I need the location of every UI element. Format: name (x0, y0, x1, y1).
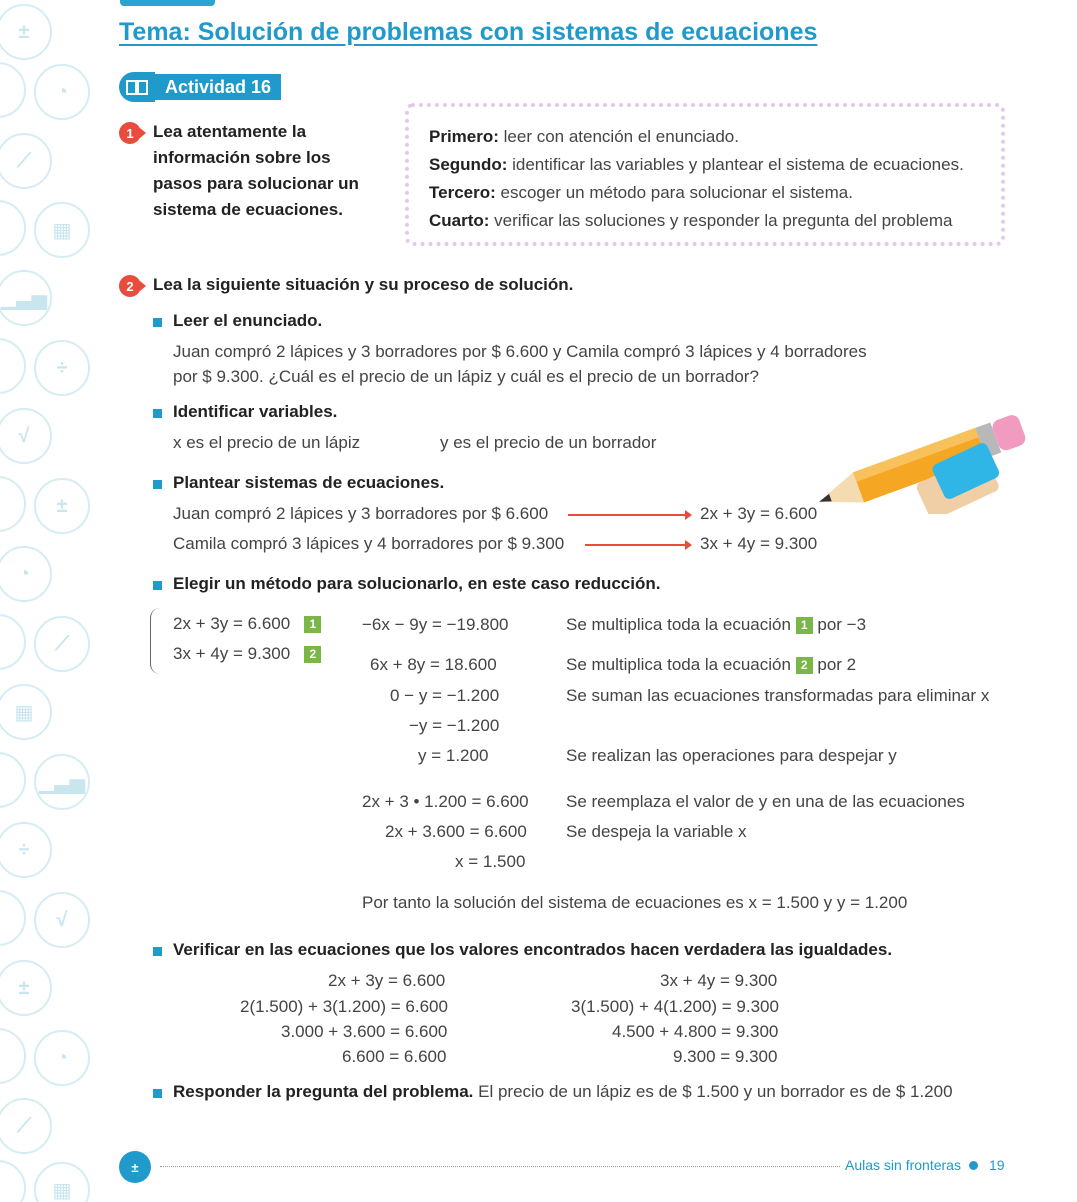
fraction-icon: ÷ (0, 822, 52, 878)
step-label: Tercero: (429, 183, 496, 202)
math-operators-icon: ± (34, 478, 90, 534)
verify-right-line: 3(1.500) + 4(1.200) = 9.300 (571, 997, 779, 1016)
step-text: verificar las soluciones y responder la pregunta del problema (489, 211, 953, 230)
system-equation-2: 3x + 4y = 9.300 2 (173, 644, 321, 664)
step-row (429, 207, 981, 235)
activity-label: Actividad 16 (155, 74, 281, 100)
step-row (429, 151, 981, 179)
section1-instruction-line: información sobre los (153, 148, 331, 167)
solution-conclusion: Por tanto la solución del sistema de ecuaciones es x = 1.500 y y = 1.200 (362, 893, 908, 912)
pie-chart-icon: ◔ (34, 1030, 90, 1086)
verify-right-line: 4.500 + 4.800 = 9.300 (612, 1022, 779, 1041)
section1-instruction-line: sistema de ecuaciones. (153, 200, 343, 219)
top-accent-bar (120, 0, 215, 6)
system-equation-1: 2x + 3y = 6.600 1 (173, 614, 321, 634)
step-label: Primero: (429, 127, 499, 146)
verify-left-line: 3.000 + 3.600 = 6.600 (281, 1022, 448, 1041)
work-equation: 0 − y = −1.200 (390, 686, 500, 705)
system-row-text: Juan compró 2 lápices y 3 borradores por $ 6.600 (173, 504, 549, 523)
work-equation: 6x + 8y = 18.600 (370, 655, 497, 674)
work-equation: −y = −1.200 (409, 716, 500, 735)
system-brace (150, 608, 164, 674)
bullet (153, 409, 162, 418)
read-heading: Leer el enunciado. (173, 311, 323, 330)
verify-left-line: 2x + 3y = 6.600 (328, 971, 446, 990)
math-operators-icon: ± (0, 960, 52, 1016)
work-note: Se realizan las operaciones para despejar y (566, 746, 897, 765)
work-note: Se multiplica toda la ecuación 1 por −3 (566, 615, 867, 634)
circle-outline-icon (0, 476, 26, 532)
section2-instruction: Lea la siguiente situación y su proceso de solución. (153, 275, 574, 294)
problem-text-line: Juan compró 2 lápices y 3 borradores por $ 6.600 y Camila compró 3 lápices y 4 borradores (173, 342, 867, 361)
variable-x-text: x es el precio de un lápiz (173, 433, 361, 452)
pencil-eraser-illustration (798, 368, 1028, 514)
work-equation: −6x − 9y = −19.800 (362, 615, 509, 634)
identify-heading: Identificar variables. (173, 402, 338, 421)
arrow-right-icon (568, 514, 686, 516)
bullet (153, 1089, 162, 1098)
line-chart-icon: ⟋ (34, 616, 90, 672)
system-heading: Plantear sistemas de ecuaciones. (173, 473, 445, 492)
bullet (153, 318, 162, 327)
step-text: escoger un método para solucionar el sistema. (495, 183, 853, 202)
step-label: Cuarto: (429, 211, 490, 230)
variable-y-text: y es el precio de un borrador (440, 433, 657, 452)
answer-line (173, 1082, 953, 1102)
work-note: Se suman las ecuaciones transformadas para eliminar x (566, 686, 990, 705)
step-number-badge: 1 (119, 122, 141, 144)
footer-dot (969, 1161, 978, 1170)
steps-box (405, 103, 1005, 246)
footer-brand: Aulas sin fronteras (845, 1157, 961, 1173)
footer-dotted-line (160, 1166, 840, 1167)
circle-outline-icon (0, 338, 26, 394)
verify-left-line: 2(1.500) + 3(1.200) = 6.600 (240, 997, 448, 1016)
line-chart-icon: ⟋ (0, 1098, 52, 1154)
step-text: identificar las variables y plantear el sistema de ecuaciones. (507, 155, 964, 174)
work-equation: x = 1.500 (455, 852, 526, 871)
work-equation: 2x + 3 • 1.200 = 6.600 (362, 792, 529, 811)
step-label: Segundo: (429, 155, 508, 174)
section1-instruction-line: pasos para solucionar un (153, 174, 359, 193)
verify-left-line: 6.600 = 6.600 (342, 1047, 447, 1066)
circle-outline-icon (0, 614, 26, 670)
bullet (153, 581, 162, 590)
circle-outline-icon (0, 890, 26, 946)
square-root-icon: √ (0, 408, 52, 464)
equation-tag: 1 (796, 617, 813, 634)
pie-chart-icon: ◔ (0, 546, 52, 602)
answer-heading: Responder la pregunta del problema. (173, 1082, 474, 1101)
circle-outline-icon (0, 200, 26, 256)
system-row-equation: 2x + 3y = 6.600 (700, 504, 818, 523)
circle-outline-icon (0, 62, 26, 118)
calculator-icon: ▦ (0, 684, 52, 740)
bullet (153, 480, 162, 489)
calculator-icon: ▦ (34, 1162, 90, 1202)
section1-instruction-line: Lea atentamente la (153, 122, 307, 141)
verify-heading: Verificar en las ecuaciones que los valores encontrados hacen verdadera las igualdades. (173, 940, 893, 959)
equation-tag: 1 (304, 616, 321, 633)
circle-outline-icon (0, 1160, 26, 1202)
bar-chart-icon: ▁▃▅ (34, 754, 90, 810)
verify-right-line: 3x + 4y = 9.300 (660, 971, 778, 990)
system-row-text: Camila compró 3 lápices y 4 borradores por $ 9.300 (173, 534, 565, 553)
pie-chart-icon: ◔ (34, 64, 90, 120)
equation-tag: 2 (304, 646, 321, 663)
system-row-equation: 3x + 4y = 9.300 (700, 534, 818, 553)
circle-outline-icon (0, 1028, 26, 1084)
book-icon (119, 72, 155, 102)
step-number-badge: 2 (119, 275, 141, 297)
line-chart-icon: ⟋ (0, 133, 52, 189)
math-operators-icon: ± (119, 1151, 151, 1183)
page-title: Tema: Solución de problemas con sistemas de ecuaciones (119, 18, 818, 46)
work-note: Se reemplaza el valor de y en una de las ecuaciones (566, 792, 965, 811)
math-operators-icon: ± (0, 4, 52, 60)
calculator-icon: ▦ (34, 202, 90, 258)
page-number: 19 (989, 1157, 1005, 1173)
circle-outline-icon (0, 752, 26, 808)
bullet (153, 947, 162, 956)
square-root-icon: √ (34, 892, 90, 948)
arrow-right-icon (585, 544, 686, 546)
margin-decoration (0, 0, 100, 1202)
answer-text: El precio de un lápiz es de $ 1.500 y un borrador es de $ 1.200 (473, 1082, 953, 1101)
verify-right-line: 9.300 = 9.300 (673, 1047, 778, 1066)
work-note: Se multiplica toda la ecuación 2 por 2 (566, 655, 857, 674)
equation-tag: 2 (796, 657, 813, 674)
work-note: Se despeja la variable x (566, 822, 747, 841)
step-row (429, 179, 981, 207)
work-equation: y = 1.200 (418, 746, 489, 765)
problem-text-line: por $ 9.300. ¿Cuál es el precio de un lápiz y cuál es el precio de un borrador? (173, 367, 759, 386)
work-equation: 2x + 3.600 = 6.600 (385, 822, 527, 841)
bar-chart-icon: ▁▃▅ (0, 270, 52, 326)
step-text: leer con atención el enunciado. (498, 127, 739, 146)
method-heading: Elegir un método para solucionarlo, en este caso reducción. (173, 574, 661, 593)
fraction-icon: ÷ (34, 340, 90, 396)
step-row (429, 123, 981, 151)
